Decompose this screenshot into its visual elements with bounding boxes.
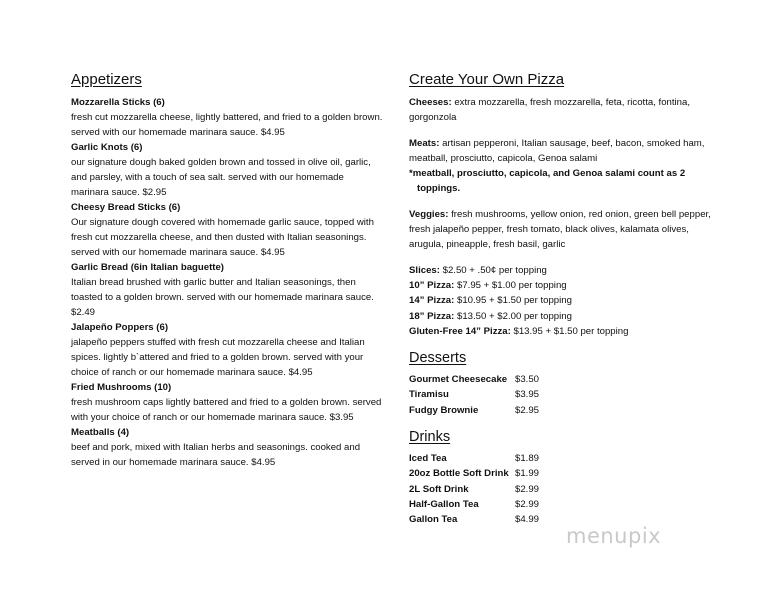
item-price: $3.50 (515, 374, 540, 386)
price-text: $13.50 + $2.00 per topping (454, 310, 572, 322)
item-name: Half-Gallon Tea (409, 498, 479, 510)
table-row (409, 466, 539, 481)
veggies-paragraph (409, 207, 724, 252)
list-item (71, 425, 383, 470)
list-item (71, 260, 383, 320)
item-name: Garlic Bread (6in Italian baguette) (71, 262, 225, 273)
desserts-title: Desserts (409, 350, 467, 367)
meats-note (409, 166, 724, 196)
drinks-table (409, 451, 539, 527)
item-description: jalapeño peppers stuffed with fresh cut mozzarella cheese and Italian spices. lightly b`attered and fried to a golden brown. served with your choice of ranch or our homemade marinara sauce. $4.95 (71, 337, 365, 378)
price-line (409, 309, 724, 324)
item-price: $1.99 (515, 468, 540, 480)
price-text: $10.95 + $1.50 per topping (454, 295, 572, 307)
item-description: our signature dough baked golden brown and tossed in olive oil, garlic, and parsley, with a touch of sea salt. served with our homemade marinara sauce. $2.95 (71, 157, 371, 198)
price-line (409, 278, 724, 293)
menupix-watermark: menupix (566, 524, 662, 548)
item-name: Gourmet Cheesecake (409, 374, 508, 386)
note-line-1: *meatball, prosciutto, capicola, and Genoa salami count as 2 (409, 168, 686, 179)
item-name: Iced Tea (409, 452, 447, 464)
note-line-2: toppings. (417, 183, 461, 194)
list-item (71, 320, 383, 380)
price-line (409, 324, 724, 339)
cheeses-label: Cheeses: (409, 97, 452, 108)
drinks-title: Drinks (409, 428, 451, 445)
item-description: Our signature dough covered with homemade garlic sauce, topped with fresh cut mozzarella cheese, and then dusted with Italian seasonings. served with our homemade marinara sauce. $4.95 (71, 217, 374, 258)
list-item (71, 95, 383, 140)
meats-paragraph (409, 136, 724, 166)
item-name: Fudgy Brownie (409, 404, 479, 416)
price-label: 14” Pizza: (409, 295, 455, 307)
item-name: Tiramisu (409, 389, 449, 401)
veggies-text: fresh mushrooms, yellow onion, red onion, green bell pepper, fresh jalapeño pepper, fresh tomato, black olives, kalamata olives, arugula, pineapple, fresh basil, garlic (409, 209, 711, 250)
item-price: $4.99 (515, 514, 540, 526)
meats-text: artisan pepperoni, Italian sausage, beef, bacon, smoked ham, meatball, prosciutto, capicola, Genoa salami (409, 138, 705, 164)
item-price: $3.95 (515, 389, 540, 401)
veggies-label: Veggies: (409, 209, 449, 220)
pizza-section (409, 70, 724, 535)
item-name: Gallon Tea (409, 514, 458, 526)
table-row (409, 387, 539, 402)
table-row (409, 512, 539, 527)
cheeses-text: extra mozzarella, fresh mozzarella, feta, ricotta, fontina, gorgonzola (409, 97, 691, 123)
list-item (71, 140, 383, 200)
item-price: $2.95 (515, 404, 540, 416)
item-name: Garlic Knots (6) (71, 142, 143, 153)
list-item (71, 380, 383, 425)
table-row (409, 372, 539, 387)
table-row (409, 403, 539, 418)
item-price: $2.99 (515, 498, 540, 510)
table-row (409, 451, 539, 466)
meats-label: Meats: (409, 138, 440, 149)
price-label: 10” Pizza: (409, 280, 455, 292)
item-name: Fried Mushrooms (10) (71, 382, 172, 393)
pizza-price-list (409, 263, 724, 339)
list-item (71, 200, 383, 260)
price-text: $2.50 + .50¢ per topping (439, 265, 547, 276)
pizza-title: Create Your Own Pizza (409, 71, 565, 88)
price-text: $7.95 + $1.00 per topping (454, 280, 567, 292)
price-label: Slices: (409, 265, 440, 276)
price-label: 18” Pizza: (409, 310, 455, 322)
appetizers-section (71, 70, 383, 470)
item-price: $2.99 (515, 483, 540, 495)
appetizer-list (71, 95, 383, 470)
table-row (409, 497, 539, 512)
item-price: $1.89 (515, 452, 540, 464)
appetizers-title: Appetizers (71, 71, 142, 88)
price-line (409, 293, 724, 308)
cheeses-paragraph (409, 95, 724, 125)
price-label: Gluten-Free 14” Pizza: (409, 325, 511, 337)
item-name: Mozzarella Sticks (6) (71, 97, 165, 108)
item-description: fresh cut mozzarella cheese, lightly battered, and fried to a golden brown. served with our homemade marinara sauce. $4.95 (71, 112, 383, 138)
price-text: $13.95 + $1.50 per topping (510, 325, 629, 337)
item-description: fresh mushroom caps lightly battered and fried to a golden brown. served with your choice of ranch or our homemade marinara sauce. $3.95 (71, 397, 382, 423)
item-description: Italian bread brushed with garlic butter and Italian seasonings, then toasted to a golden brown. served with our homemade marinara sauce. $2.49 (71, 277, 374, 318)
item-name: Cheesy Bread Sticks (6) (71, 202, 181, 213)
item-name: Meatballs (4) (71, 427, 130, 438)
desserts-table (409, 372, 539, 418)
item-name: 2L Soft Drink (409, 483, 469, 495)
table-row (409, 482, 539, 497)
item-name: 20oz Bottle Soft Drink (409, 468, 509, 480)
item-description: beef and pork, mixed with Italian herbs and seasonings. cooked and served in our homemade marinara sauce. $4.95 (71, 442, 361, 468)
price-line (409, 263, 724, 278)
item-name: Jalapeño Poppers (6) (71, 322, 169, 333)
